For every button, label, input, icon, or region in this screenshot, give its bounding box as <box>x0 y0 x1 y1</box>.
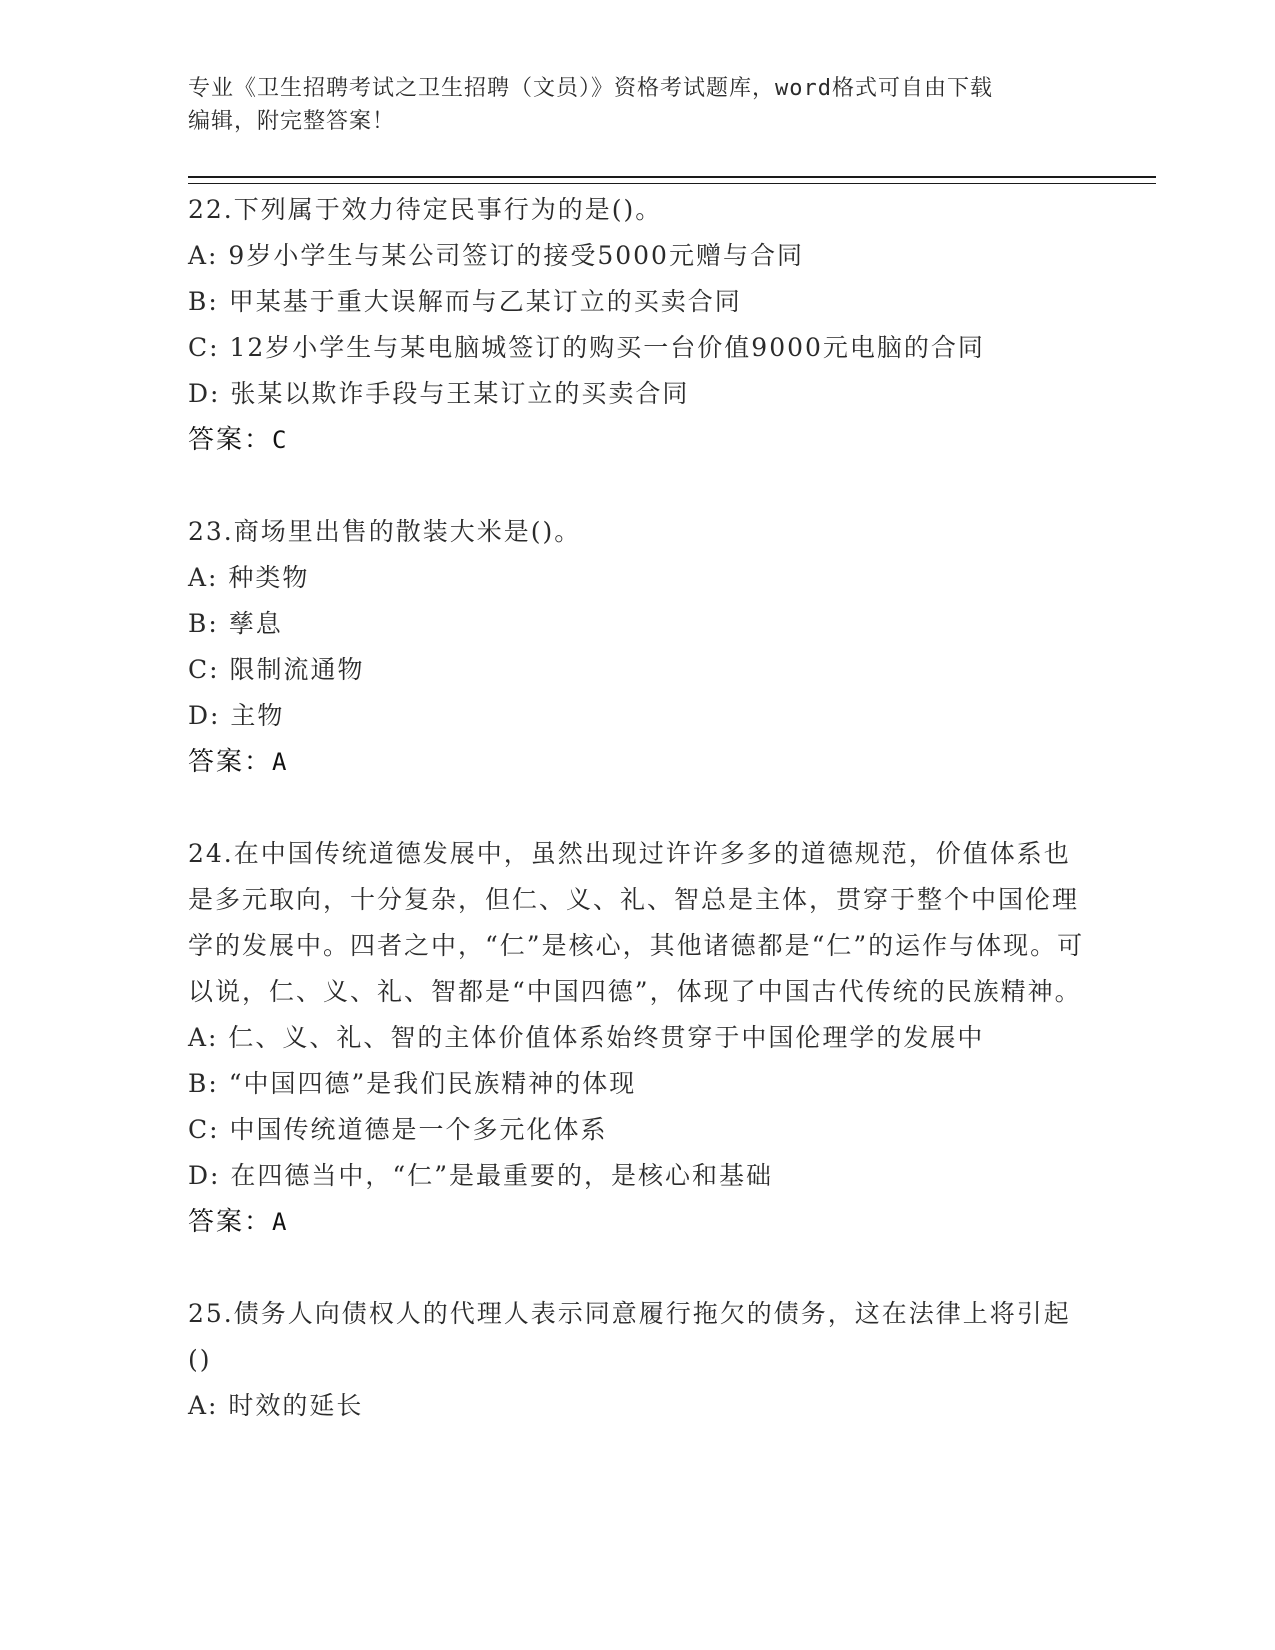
question-23 <box>188 509 1088 785</box>
option-c: C: 限制流通物 <box>188 655 365 684</box>
document-header <box>188 72 1068 138</box>
option-b: B: 甲某基于重大误解而与乙某订立的买卖合同 <box>188 287 742 316</box>
question-22 <box>188 187 1088 463</box>
answer-value: C <box>272 426 287 454</box>
question-stem: 23.商场里出售的散装大米是()。 <box>188 517 582 546</box>
question-24 <box>188 831 1088 1245</box>
question-stem: 24.在中国传统道德发展中，虽然出现过许许多多的道德规范，价值体系也是多元取向，十分复杂，但仁、义、礼、智总是主体，贯穿于整个中国伦理学的发展中。四者之中，“仁”是核心，其他诸德都是“仁”的运作与体现。可以说，仁、义、礼、智都是“中国四德”，体现了中国古代传统的民族精神。 <box>188 839 1085 1006</box>
option-d: D: 在四德当中，“仁”是最重要的，是核心和基础 <box>188 1161 773 1190</box>
option-d: D: 张某以欺诈手段与王某订立的买卖合同 <box>188 379 690 408</box>
answer-value: A <box>272 1208 287 1236</box>
header-line-1: 专业《卫生招聘考试之卫生招聘（文员）》资格考试题库，word格式可自由下载 <box>188 76 993 101</box>
option-c: C: 中国传统道德是一个多元化体系 <box>188 1115 608 1144</box>
question-list <box>188 187 1088 1475</box>
option-a: A: 9岁小学生与某公司签订的接受5000元赠与合同 <box>188 241 804 270</box>
answer-label: 答案： <box>188 1207 273 1237</box>
header-divider-thin <box>188 183 1156 184</box>
option-c: C: 12岁小学生与某电脑城签订的购买一台价值9000元电脑的合同 <box>188 333 985 362</box>
option-b: B: “中国四德”是我们民族精神的体现 <box>188 1069 637 1098</box>
header-line-2: 编辑，附完整答案！ <box>188 109 396 134</box>
question-stem: 22.下列属于效力待定民事行为的是()。 <box>188 195 663 224</box>
answer-line <box>188 1199 1088 1245</box>
answer-line <box>188 417 1088 463</box>
option-a: A: 仁、义、礼、智的主体价值体系始终贯穿于中国伦理学的发展中 <box>188 1023 985 1052</box>
answer-line <box>188 739 1088 785</box>
question-stem: 25.债务人向债权人的代理人表示同意履行拖欠的债务，这在法律上将引起() <box>188 1299 1071 1374</box>
option-a: A: 种类物 <box>188 563 310 592</box>
option-a: A: 时效的延长 <box>188 1391 364 1420</box>
option-d: D: 主物 <box>188 701 285 730</box>
question-25 <box>188 1291 1088 1429</box>
answer-value: A <box>272 748 287 776</box>
option-b: B: 孳息 <box>188 609 283 638</box>
answer-label: 答案： <box>188 425 273 455</box>
header-divider-thick <box>188 176 1156 178</box>
answer-label: 答案： <box>188 747 273 777</box>
